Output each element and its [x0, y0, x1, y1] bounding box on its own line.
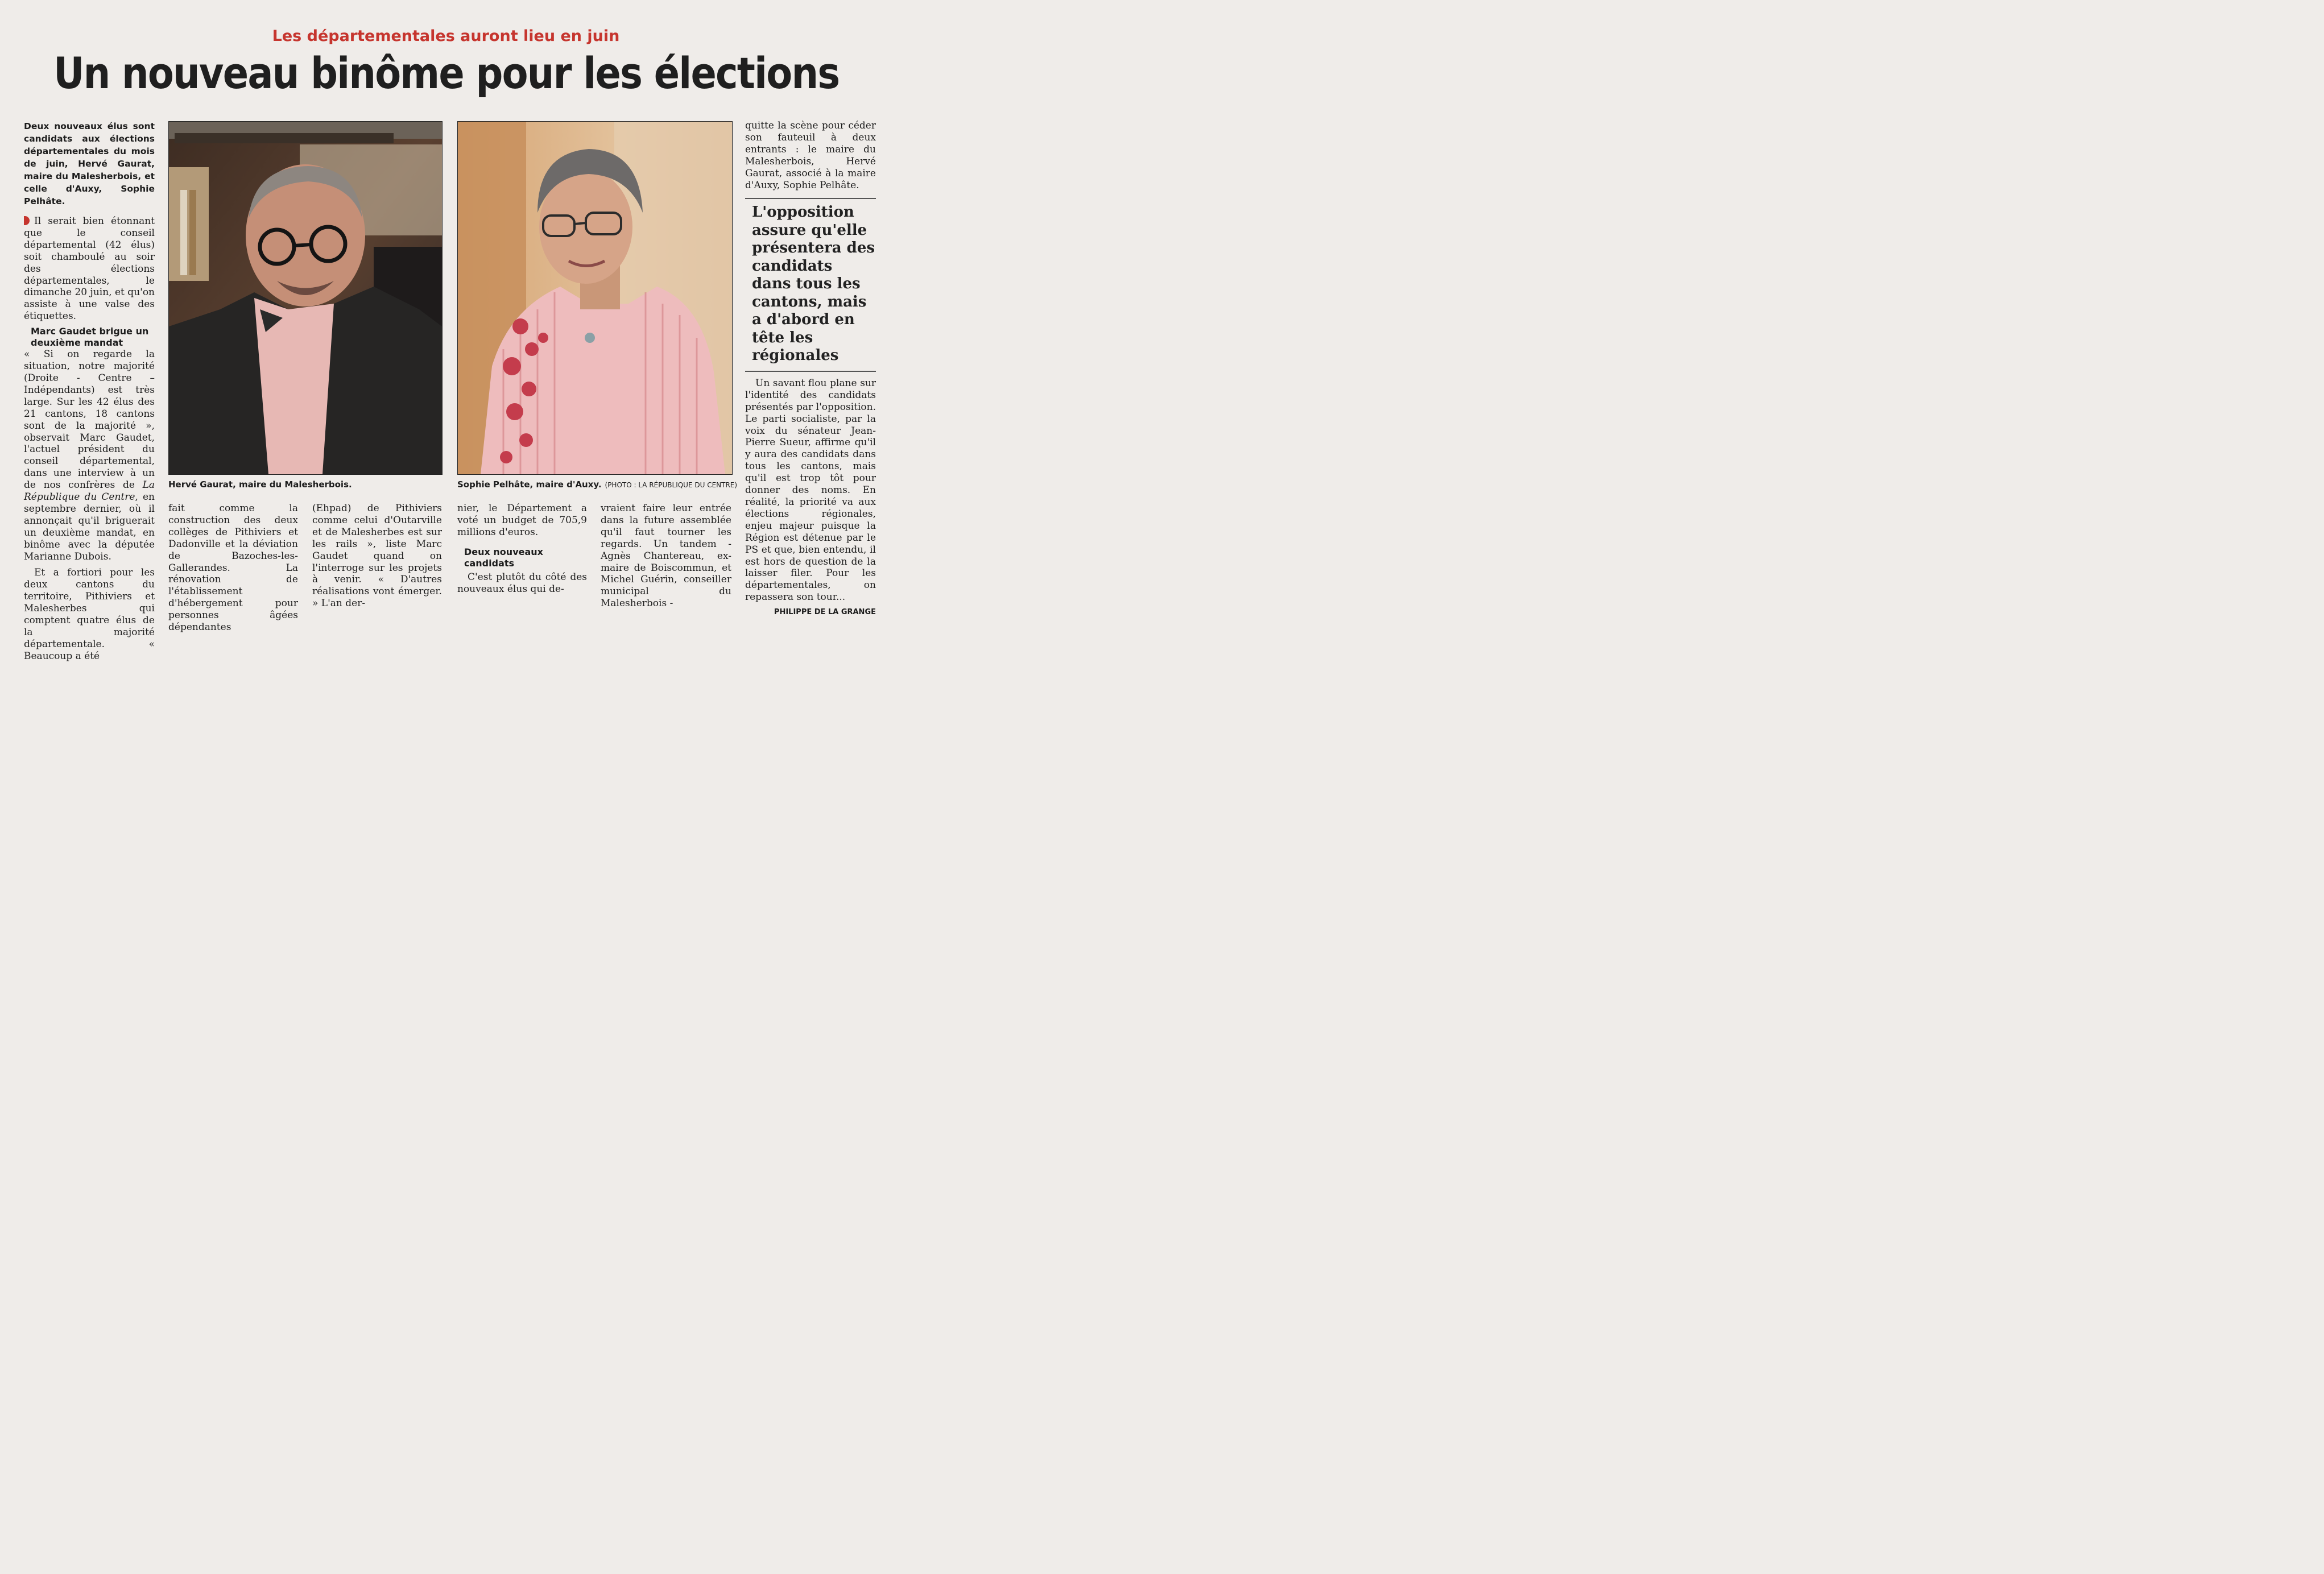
pull-quote: L'opposition assure qu'elle présentera des candidats dans tous les cantons, mais a d'abord en tête les régionales [752, 204, 875, 364]
column-6 [745, 120, 876, 616]
paragraph: nier, le Département a voté un budget de 705,9 millions d'euros. [457, 503, 587, 538]
paragraph: C'est plutôt du côté des nouveaux élus qui de- [457, 571, 587, 595]
paragraph: Et a fortiori pour les deux cantons du territoire, Pithiviers et Malesherbes qui comptent quatre élus de la majorité départementale. « Beaucoup a été [24, 567, 155, 662]
portrait-woman-image [458, 122, 732, 474]
column-5 [601, 503, 731, 610]
column-4 [457, 503, 587, 595]
paragraph: fait comme la construction des deux collèges de Pithiviers et Dadonville et la déviation de Bazoches-les-Gallerandes. La rénovation de l'établissement d'hébergement pour personnes âgées dépendantes [168, 503, 298, 633]
column-1 [24, 120, 155, 662]
column-2 [168, 503, 298, 633]
paragraph: Il serait bien étonnant que le conseil départemental (42 élus) soit chamboulé au soir des élections départementales, le dimanche 20 juin, et qu'on assiste à une valse des étiquettes. [24, 216, 155, 322]
paragraph: Un savant flou plane sur l'identité des candidats présentés par l'opposition. Le parti socialiste, par la voix du sénateur Jean-Pierre Sueur, affirme qu'il y aura des candidats dans tous les cantons, mais qu'il est trop tôt pour donner des noms. En réalité, la priorité va aux élections régionales, enjeu majeur puisque la Région est détenue par le PS et que, bien entendu, il est hors de question de la laisser filer. Pour les départementales, on repassera son tour... [745, 377, 876, 603]
paragraph: quitte la scène pour céder son fauteuil à deux entrants : le maire du Malesherbois, Hervé Gaurat, associé à la maire d'Auxy, Sophie Pelhâte. [745, 120, 876, 191]
photo-caption: Hervé Gaurat, maire du Malesherbois. [168, 479, 352, 490]
column-3 [312, 503, 442, 610]
photo-sophie-pelhate [457, 121, 733, 475]
photo-credit: (PHOTO : LA RÉPUBLIQUE DU CENTRE) [605, 481, 738, 489]
paragraph: (Ehpad) de Pithiviers comme celui d'Outarville et de Malesherbes est sur les rails », liste Marc Gaudet quand on l'interroge sur les projets à venir. « D'autres réalisations vont émerger. » L'an der- [312, 503, 442, 610]
subheading: Deux nouveaux candidats [464, 546, 543, 569]
lead-paragraph: Deux nouveaux élus sont candidats aux élections départementales du mois de juin, Hervé Gaurat, maire du Malesherbois, et celle d'Auxy, Sophie Pelhâte. [24, 121, 155, 206]
headline: Un nouveau binôme pour les élections [53, 48, 840, 98]
subheading: Marc Gaudet brigue un deuxième mandat [31, 326, 149, 349]
kicker: Les départementales auront lieu en juin [272, 27, 620, 45]
divider [745, 371, 876, 372]
paragraph: vraient faire leur entrée dans la future assemblée qu'il faut tourner les regards. Un tandem - Agnès Chantereau, ex-maire de Boiscommun, et Michel Guérin, conseiller municipal du Malesherbois - [601, 503, 731, 610]
photo-herve-gaurat [168, 121, 443, 475]
portrait-man-image [169, 122, 442, 474]
paragraph: « Si on regarde la situation, notre majorité (Droite - Centre – Indépendants) est très large. Sur les 42 élus des 21 cantons, 18 cantons sont de la majorité », observait Marc Gaudet, l'actuel président du conseil départemental, dans une interview à un de nos confrères de La République du Centre, en septembre dernier, où il annonçait qu'il briguerait un deuxième mandat, en binôme avec la députée Marianne Dubois. [24, 349, 155, 562]
bullet-icon [24, 216, 30, 225]
divider [745, 198, 876, 199]
photo-caption: Sophie Pelhâte, maire d'Auxy. (PHOTO : LA RÉPUBLIQUE DU CENTRE) [457, 479, 738, 490]
author-signature: PHILIPPE DE LA GRANGE [774, 608, 876, 617]
